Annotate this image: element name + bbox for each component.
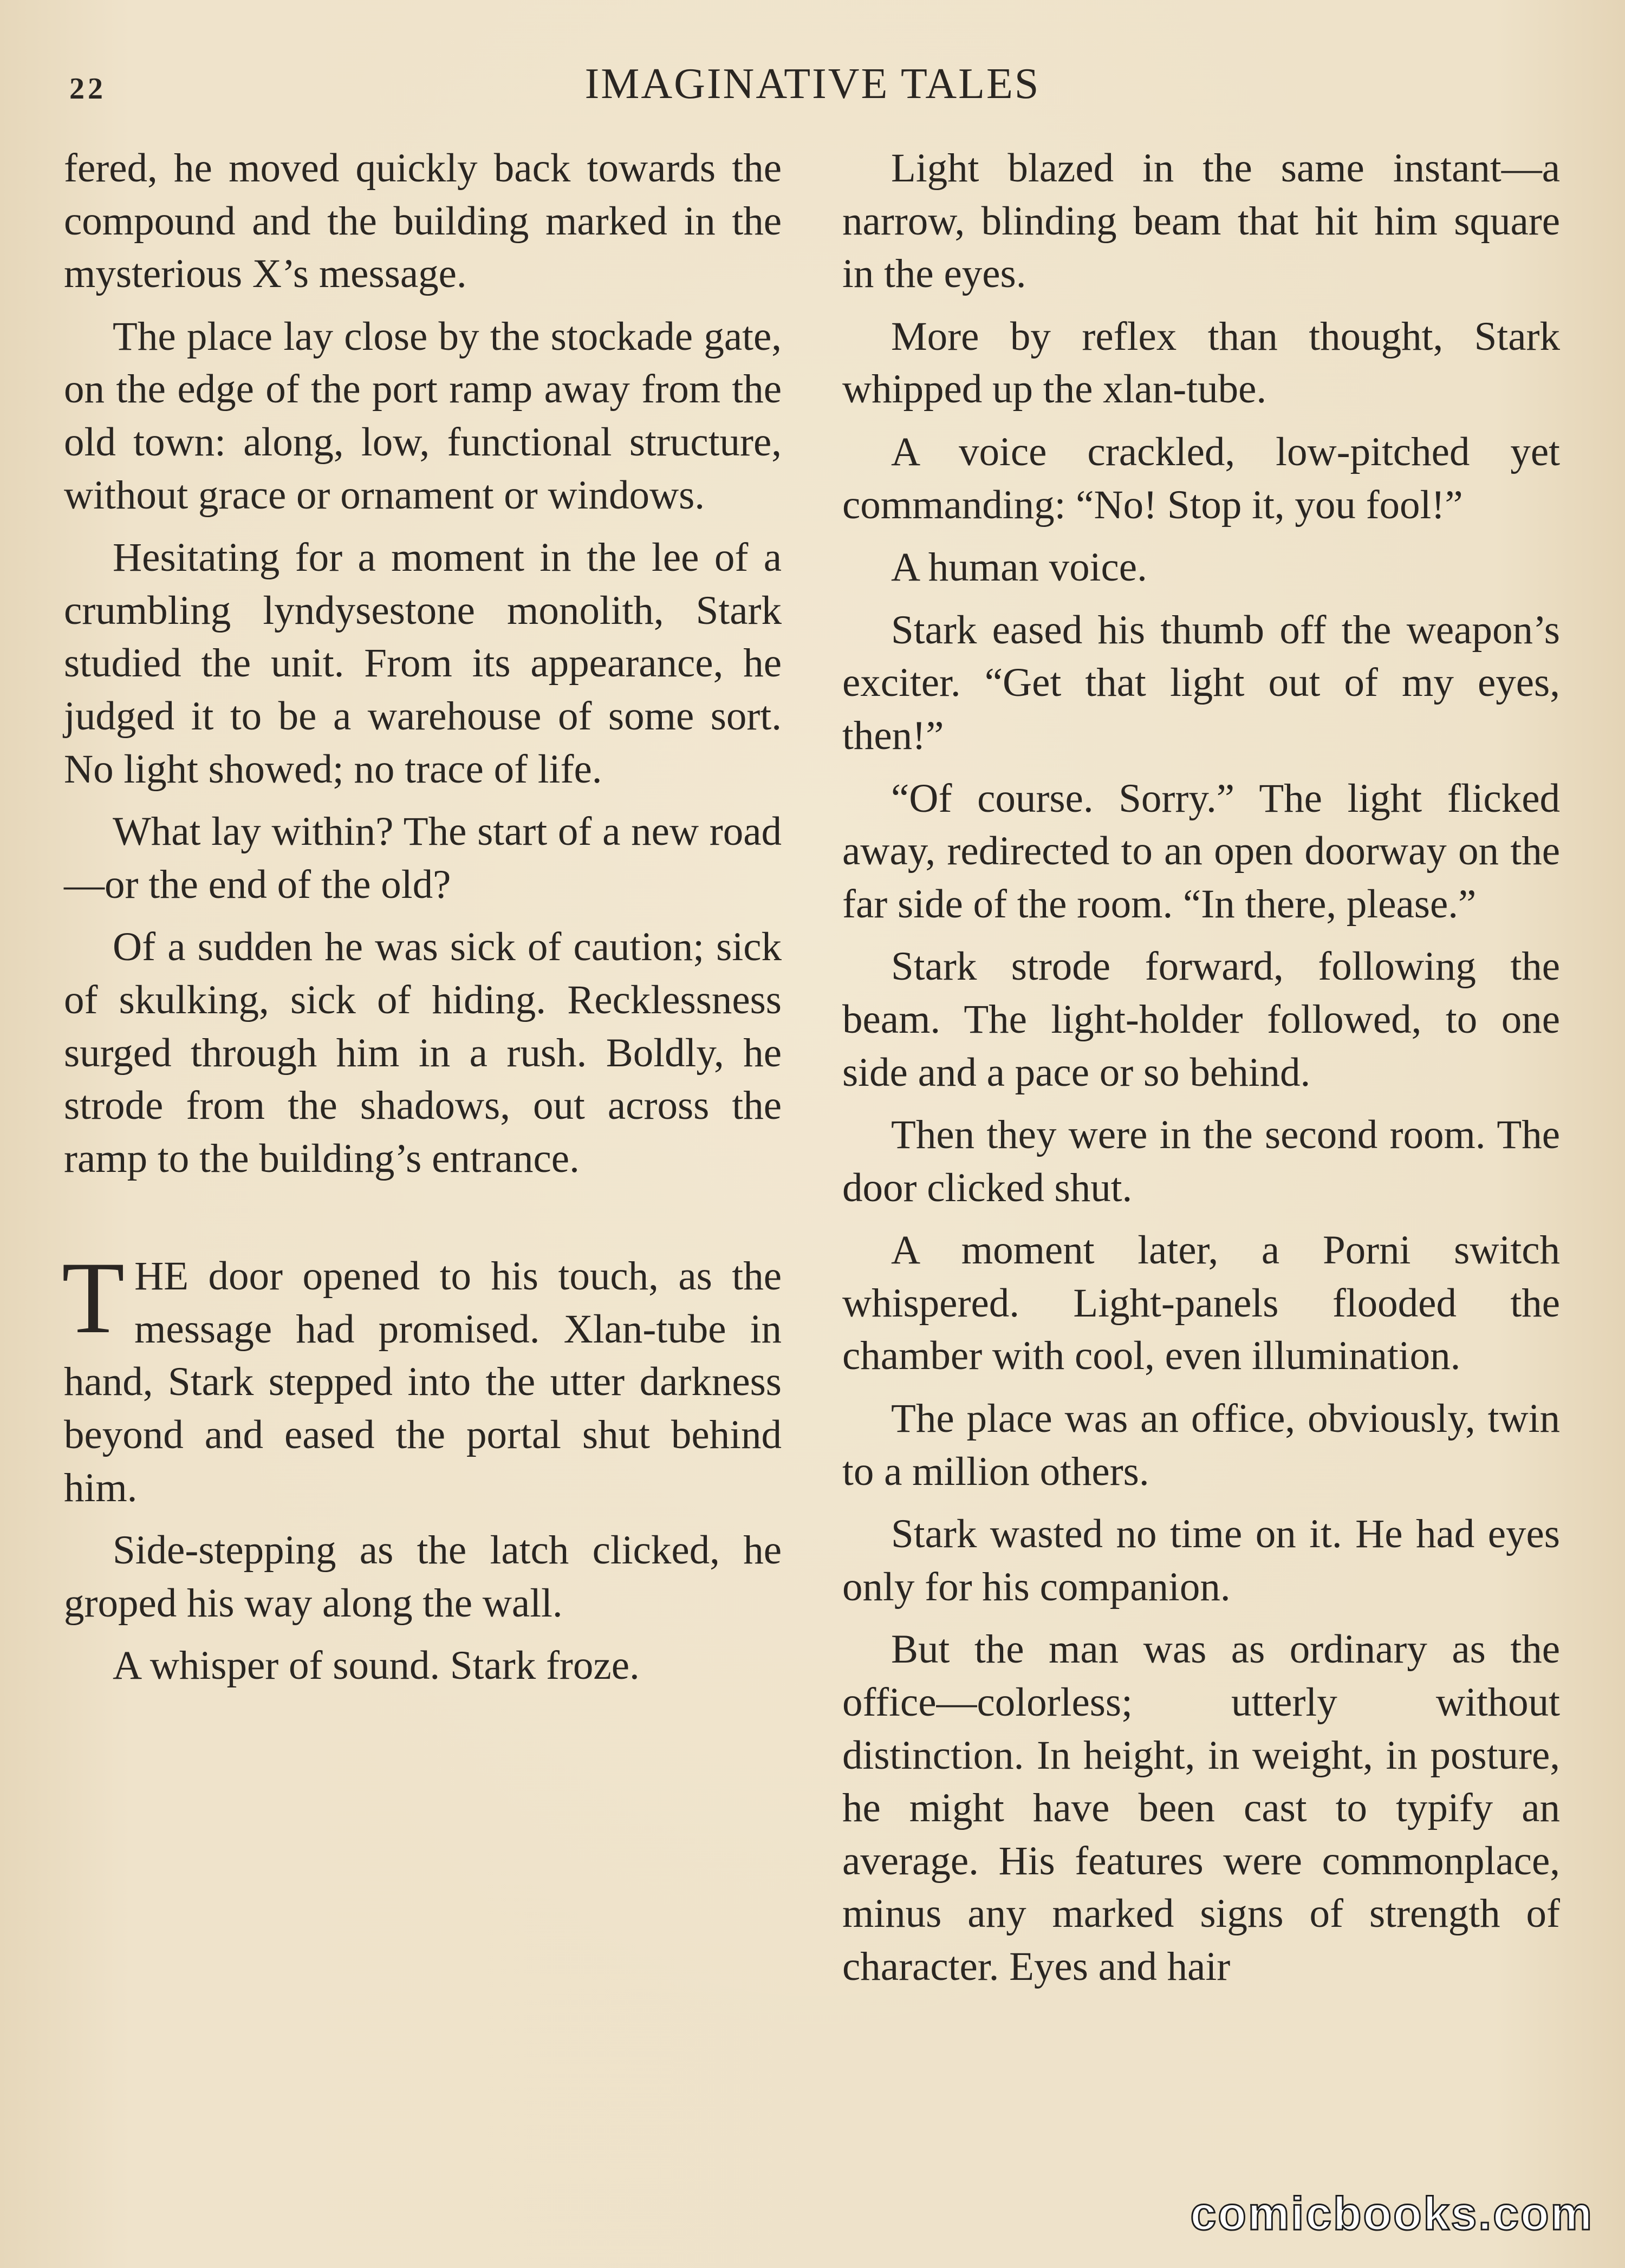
paragraph: A human voice.	[891, 545, 1147, 590]
paragraph: Of a sudden he was sick of caution; sick of skulking, sick of hiding. Recklessness surged through him in a rush. Boldly, he strode from the shadows, out across the ramp to the building’s entrance.	[64, 924, 782, 1181]
right-column	[842, 142, 1560, 2003]
paragraph: fered, he moved quickly back towards the compound and the building marked in the mysterious X’s message.	[64, 146, 782, 297]
paragraph: Stark eased his thumb off the weapon’s exciter. “Get that light out of my eyes, then!”	[842, 607, 1560, 758]
paragraph: A moment later, a Porni switch whispered. Light-panels flooded the chamber with cool, even illumination.	[842, 1228, 1560, 1379]
running-title: IMAGINATIVE TALES	[584, 60, 1041, 108]
paragraph: A whisper of sound. Stark froze.	[113, 1643, 640, 1689]
source-watermark: comicbooks.com	[1190, 2188, 1594, 2240]
paragraph: What lay within? The start of a new road—or the end of the old?	[64, 809, 782, 907]
section-paragraph-text: HE door opened to his touch, as the message had promised. Xlan-tube in hand, Stark stepped into the utter darkness beyond and eased the portal shut behind him.	[64, 1254, 782, 1510]
paragraph: The place lay close by the stockade gate, on the edge of the port ramp away from the old town: along, low, functional structure, without grace or ornament or windows.	[64, 314, 782, 518]
paragraph: The place was an office, obviously, twin to a million others.	[842, 1396, 1560, 1494]
paragraph: Stark strode forward, following the beam. The light-holder followed, to one side and a pace or so behind.	[842, 944, 1560, 1095]
paragraph: Side-stepping as the latch clicked, he groped his way along the wall.	[64, 1528, 782, 1626]
paragraph: Hesitating for a moment in the lee of a crumbling lyndysestone monolith, Stark studied the unit. From its appearance, he judged it to be a warehouse of some sort. No light showed; no trace of life.	[64, 535, 782, 792]
page-header	[0, 60, 1625, 114]
paragraph: But the man was as ordinary as the office—colorless; utterly without distinction. In height, in weight, in posture, he might have been cast to typify an average. His features were commonplace, minus any marked signs of strength of character. Eyes and hair	[842, 1627, 1560, 1989]
paragraph: Stark wasted no time on it. He had eyes only for his companion.	[842, 1511, 1560, 1609]
paragraph: More by reflex than thought, Stark whipped up the xlan-tube.	[842, 314, 1560, 412]
drop-cap: T	[62, 1241, 125, 1355]
paragraph: “Of course. Sorry.” The light flicked away, redirected to an open doorway on the far side of the room. “In there, please.”	[842, 775, 1560, 927]
paragraph: A voice crackled, low-pitched yet commanding: “No! Stop it, you fool!”	[842, 429, 1560, 527]
paragraph: Then they were in the second room. The door clicked shut.	[842, 1112, 1560, 1210]
paragraph: Light blazed in the same instant—a narrow, blinding beam that hit him square in the eyes.	[842, 146, 1560, 297]
page-number: 22	[69, 72, 106, 106]
left-column	[64, 142, 782, 1702]
section-paragraph	[62, 1241, 782, 1514]
